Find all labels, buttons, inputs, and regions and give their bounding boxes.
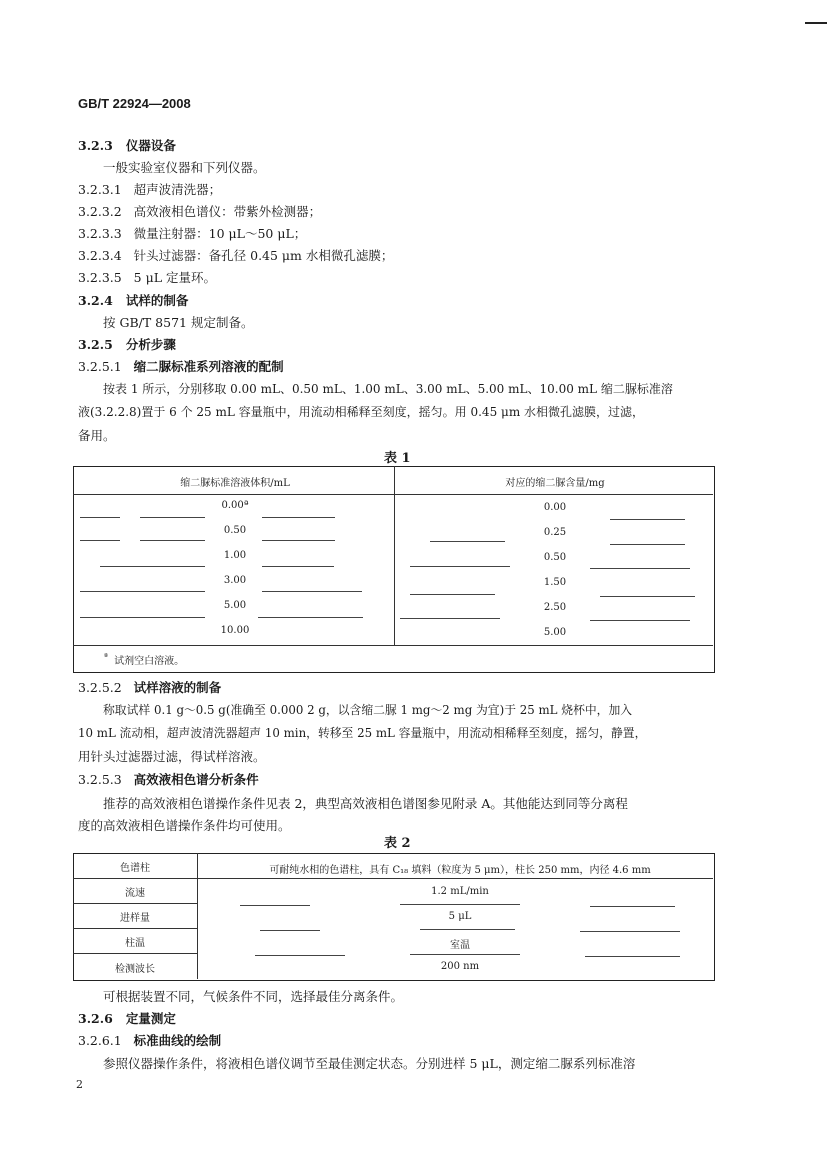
scan-line xyxy=(420,929,515,930)
item-number: 3.2.3.4 xyxy=(78,248,122,263)
table-2-row-rule xyxy=(73,878,713,879)
scan-line xyxy=(585,956,680,957)
table-2-label: 流速 xyxy=(125,888,145,899)
section-number: 3.2.5 xyxy=(78,337,113,352)
section-3-2-6-1-line-1: 参照仪器操作条件，将液相色谱仪调节至最佳测定状态。分别进样 5 μL，测定缩二脲系列标准溶 xyxy=(103,1056,636,1071)
table-2-value: 可耐纯水相的色谱柱，具有 C₁₈ 填料（粒度为 5 μm），柱长 250 mm，内径 4.6 mm xyxy=(269,865,651,876)
section-title: 仪器设备 xyxy=(125,138,176,153)
scan-line xyxy=(80,591,205,592)
scan-line xyxy=(590,568,690,569)
section-title: 分析步骤 xyxy=(125,337,176,352)
scan-line xyxy=(610,544,685,545)
item-text: 5 μL 定量环。 xyxy=(133,270,216,285)
table-2-row-rule xyxy=(73,928,197,929)
table-1-caption: 表 1 xyxy=(384,451,411,466)
scan-line xyxy=(255,955,345,956)
section-title: 标准曲线的绘制 xyxy=(133,1033,222,1048)
table-2-row-rule xyxy=(73,953,197,954)
item-number: 3.2.3.2 xyxy=(78,204,122,219)
item-3-2-3-3 xyxy=(78,224,306,242)
item-3-2-3-1 xyxy=(78,180,221,198)
page-number: 2 xyxy=(76,1078,83,1091)
scan-line xyxy=(240,905,310,906)
scan-line xyxy=(260,930,320,931)
item-3-2-3-2 xyxy=(78,202,321,220)
item-text: 高效液相色谱仪：带紫外检测器； xyxy=(133,204,322,219)
section-title: 定量测定 xyxy=(125,1011,176,1026)
scan-line xyxy=(430,541,505,542)
scan-line xyxy=(258,617,363,618)
table-2-label: 进样量 xyxy=(120,913,150,924)
item-text: 针头过滤器：备孔径 0.45 μm 水相微孔滤膜； xyxy=(133,248,394,263)
section-3-2-5-heading xyxy=(78,335,176,353)
table-1-cell-volume: 1.00 xyxy=(223,550,247,561)
section-3-2-5-2-heading xyxy=(78,678,221,696)
table-2-row-rule xyxy=(73,903,197,904)
footnote-mark: ª xyxy=(104,652,108,661)
item-number: 3.2.3.1 xyxy=(78,182,122,197)
scan-corner-mark xyxy=(805,0,827,24)
section-3-2-5-2-line-1: 称取试样 0.1 g～0.5 g(准确至 0.000 2 g，以含缩二脲 1 mg～2 mg 为宜)于 25 mL 烧杯中，加入 xyxy=(103,703,633,717)
scan-line xyxy=(400,618,500,619)
section-number: 3.2.6 xyxy=(78,1011,113,1026)
scan-line xyxy=(590,906,675,907)
item-number: 3.2.3.5 xyxy=(78,270,122,285)
table-2-column-divider xyxy=(197,853,198,979)
table-2-label: 色谱柱 xyxy=(120,863,150,874)
section-number: 3.2.5.1 xyxy=(78,359,122,374)
section-title: 高效液相色谱分析条件 xyxy=(133,772,259,787)
section-number: 3.2.3 xyxy=(78,138,113,153)
scan-line xyxy=(400,904,520,905)
table-1-cell-volume: 10.00 xyxy=(220,625,250,636)
section-3-2-5-2-line-2: 10 mL 流动相，超声波清洗器超声 10 min，转移至 25 mL 容量瓶中，用流动相稀释至刻度，摇匀，静置， xyxy=(78,726,647,740)
section-title: 试样的制备 xyxy=(125,293,189,308)
section-3-2-5-1-line-1: 按表 1 所示，分别移取 0.00 mL、0.50 mL、1.00 mL、3.00 mL、5.00 mL、10.00 mL 缩二脲标准溶 xyxy=(103,382,673,396)
table-1-cell-volume: 0.50 xyxy=(223,525,247,536)
table-1-cell-content: 2.50 xyxy=(543,602,567,613)
table-1-cell-content: 5.00 xyxy=(543,627,567,638)
section-3-2-5-3-line-1: 推荐的高效液相色谱操作条件见表 2，典型高效液相色谱图参见附录 A。其他能达到同等分离程 xyxy=(103,796,628,811)
item-3-2-3-4 xyxy=(78,246,393,264)
after-table-2-note: 可根据装置不同，气候条件不同，选择最佳分离条件。 xyxy=(103,989,404,1004)
item-text: 超声波清洗器； xyxy=(133,182,222,197)
table-1-header-content: 对应的缩二脲含量/mg xyxy=(505,478,605,489)
scan-line xyxy=(80,540,120,541)
scan-line xyxy=(610,519,685,520)
table-1-footnote xyxy=(104,652,184,667)
section-number: 3.2.4 xyxy=(78,293,113,308)
scan-line xyxy=(140,517,205,518)
table-2-value: 1.2 mL/min xyxy=(431,886,489,897)
section-3-2-4-body: 按 GB/T 8571 规定制备。 xyxy=(103,315,254,330)
standard-number-header: GB/T 22924—2008 xyxy=(78,96,191,111)
scan-line xyxy=(140,540,205,541)
scan-line xyxy=(590,620,690,621)
section-number: 3.2.6.1 xyxy=(78,1033,122,1048)
item-number: 3.2.3.3 xyxy=(78,226,122,241)
table-1-header-volume: 缩二脲标准溶液体积/mL xyxy=(180,478,290,489)
table-1-cell-content: 0.50 xyxy=(543,552,567,563)
table-1-footnote-rule xyxy=(73,645,713,646)
table-2-value: 5 μL xyxy=(448,911,472,922)
scan-line xyxy=(80,517,120,518)
scan-line xyxy=(100,566,205,567)
scan-line xyxy=(410,566,510,567)
table-1-cell-volume: 3.00 xyxy=(223,575,247,586)
table-2-label: 柱温 xyxy=(125,938,145,949)
scan-line xyxy=(262,540,335,541)
table-1-header-rule xyxy=(73,494,713,495)
section-3-2-5-1-line-3: 备用。 xyxy=(78,428,116,443)
table-2-label: 检测波长 xyxy=(115,964,155,975)
scan-line xyxy=(262,517,335,518)
item-text: 微量注射器：10 μL～50 μL； xyxy=(133,226,307,241)
section-3-2-3-intro: 一般实验室仪器和下列仪器。 xyxy=(103,160,266,175)
scan-line xyxy=(580,931,680,932)
item-3-2-3-5 xyxy=(78,268,216,286)
scan-line xyxy=(262,591,362,592)
table-1-cell-content: 0.25 xyxy=(543,527,567,538)
section-3-2-3-heading xyxy=(78,136,176,154)
section-3-2-5-3-heading xyxy=(78,770,259,788)
table-2-value: 室温 xyxy=(450,940,470,951)
scan-line xyxy=(600,596,695,597)
table-2-value: 200 nm xyxy=(440,961,480,972)
section-3-2-5-2-line-3: 用针头过滤器过滤，得试样溶液。 xyxy=(78,749,266,764)
scan-line xyxy=(410,594,495,595)
table-1-cell-content: 0.00 xyxy=(543,502,567,513)
section-3-2-5-1-heading xyxy=(78,357,284,375)
section-3-2-6-heading xyxy=(78,1009,176,1027)
section-number: 3.2.5.2 xyxy=(78,680,122,695)
section-number: 3.2.5.3 xyxy=(78,772,122,787)
section-3-2-5-3-line-2: 度的高效液相色谱操作条件均可使用。 xyxy=(78,818,291,833)
table-1-column-divider xyxy=(394,466,395,645)
scan-line xyxy=(410,954,520,955)
table-1-cell-volume: 0.00ª xyxy=(221,500,249,511)
footnote-text: 试剂空白溶液。 xyxy=(114,656,185,667)
table-1-cell-volume: 5.00 xyxy=(223,600,247,611)
section-3-2-6-1-heading xyxy=(78,1031,221,1049)
section-title: 试样溶液的制备 xyxy=(133,680,222,695)
table-1-cell-content: 1.50 xyxy=(543,577,567,588)
section-3-2-4-heading xyxy=(78,291,188,309)
scan-line xyxy=(80,617,205,618)
scan-line xyxy=(262,566,334,567)
section-3-2-5-1-line-2: 液(3.2.2.8)置于 6 个 25 mL 容量瓶中，用流动相稀释至刻度，摇匀。用 0.45 μm 水相微孔滤膜，过滤， xyxy=(78,405,645,419)
table-2-caption: 表 2 xyxy=(384,836,411,851)
section-title: 缩二脲标准系列溶液的配制 xyxy=(133,359,284,374)
